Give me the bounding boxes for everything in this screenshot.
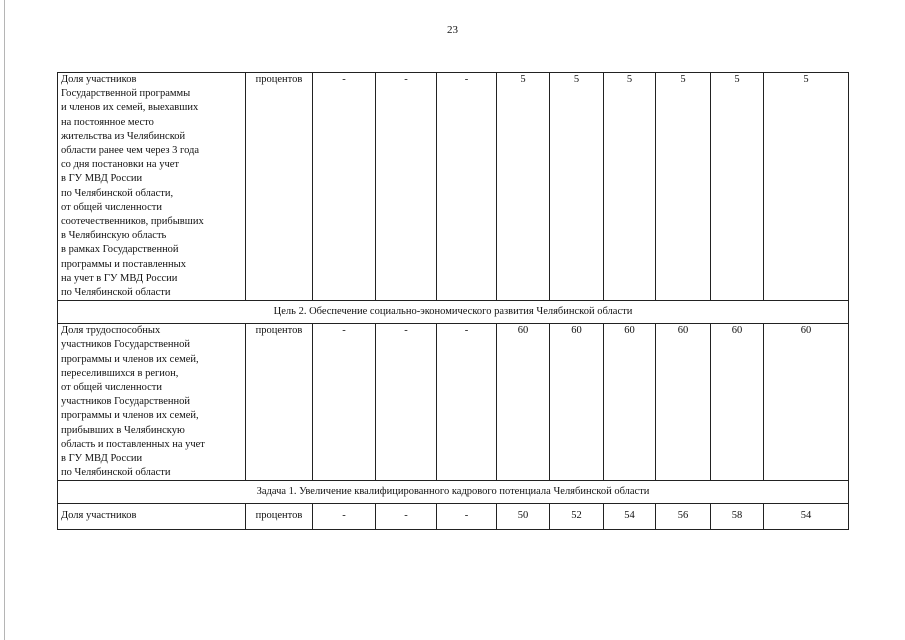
value-cell: 52 xyxy=(550,504,604,529)
page-number: 23 xyxy=(447,24,458,36)
value-cell: - xyxy=(313,73,376,301)
value-cell: - xyxy=(313,504,376,529)
table-row xyxy=(58,73,849,301)
value-cell: - xyxy=(376,73,437,301)
indicators-table xyxy=(57,72,849,530)
value-cell: - xyxy=(313,324,376,481)
value-cell: - xyxy=(376,324,437,481)
value-cell: 60 xyxy=(656,324,711,481)
value-cell: 5 xyxy=(604,73,656,301)
value-cell: 5 xyxy=(764,73,849,301)
value-cell: 5 xyxy=(656,73,711,301)
value-cell: - xyxy=(437,504,497,529)
unit-cell: процентов xyxy=(246,324,313,481)
indicator-name: Доля участников xyxy=(58,504,246,529)
section-heading: Цель 2. Обеспечение социально-экономического развития Челябинской области xyxy=(58,301,849,324)
value-cell: 54 xyxy=(764,504,849,529)
section-heading: Задача 1. Увеличение квалифицированного кадрового потенциала Челябинской области xyxy=(58,481,849,504)
value-cell: 56 xyxy=(656,504,711,529)
value-cell: 60 xyxy=(550,324,604,481)
page-edge-line xyxy=(4,0,5,640)
indicator-name: Доля трудоспособных участников Государственной программы и членов их семей, переселившихся в регион, от общей численности участников Государственной программы и членов их семей, прибывших в Челябинскую область и поставленных на учет в ГУ МВД России по Челябинской области xyxy=(58,324,246,481)
section-row xyxy=(58,481,849,504)
value-cell: - xyxy=(437,73,497,301)
section-row xyxy=(58,301,849,324)
value-cell: 5 xyxy=(711,73,764,301)
value-cell: 60 xyxy=(604,324,656,481)
indicator-name: Доля участников Государственной программы и членов их семей, выехавших на постоянное место жительства из Челябинской области ранее чем через 3 года со дня постановки на учет в ГУ МВД России по Челябинской области, от общей численности соотечественников, прибывших в Челябинскую область в рамках Государственной программы и поставленных на учет в ГУ МВД России по Челябинской области xyxy=(58,73,246,301)
value-cell: - xyxy=(376,504,437,529)
table-row xyxy=(58,504,849,529)
value-cell: 5 xyxy=(497,73,550,301)
value-cell: - xyxy=(437,324,497,481)
value-cell: 60 xyxy=(497,324,550,481)
unit-cell: процентов xyxy=(246,504,313,529)
value-cell: 54 xyxy=(604,504,656,529)
unit-cell: процентов xyxy=(246,73,313,301)
value-cell: 50 xyxy=(497,504,550,529)
value-cell: 5 xyxy=(550,73,604,301)
value-cell: 60 xyxy=(764,324,849,481)
value-cell: 60 xyxy=(711,324,764,481)
value-cell: 58 xyxy=(711,504,764,529)
table-row xyxy=(58,324,849,481)
